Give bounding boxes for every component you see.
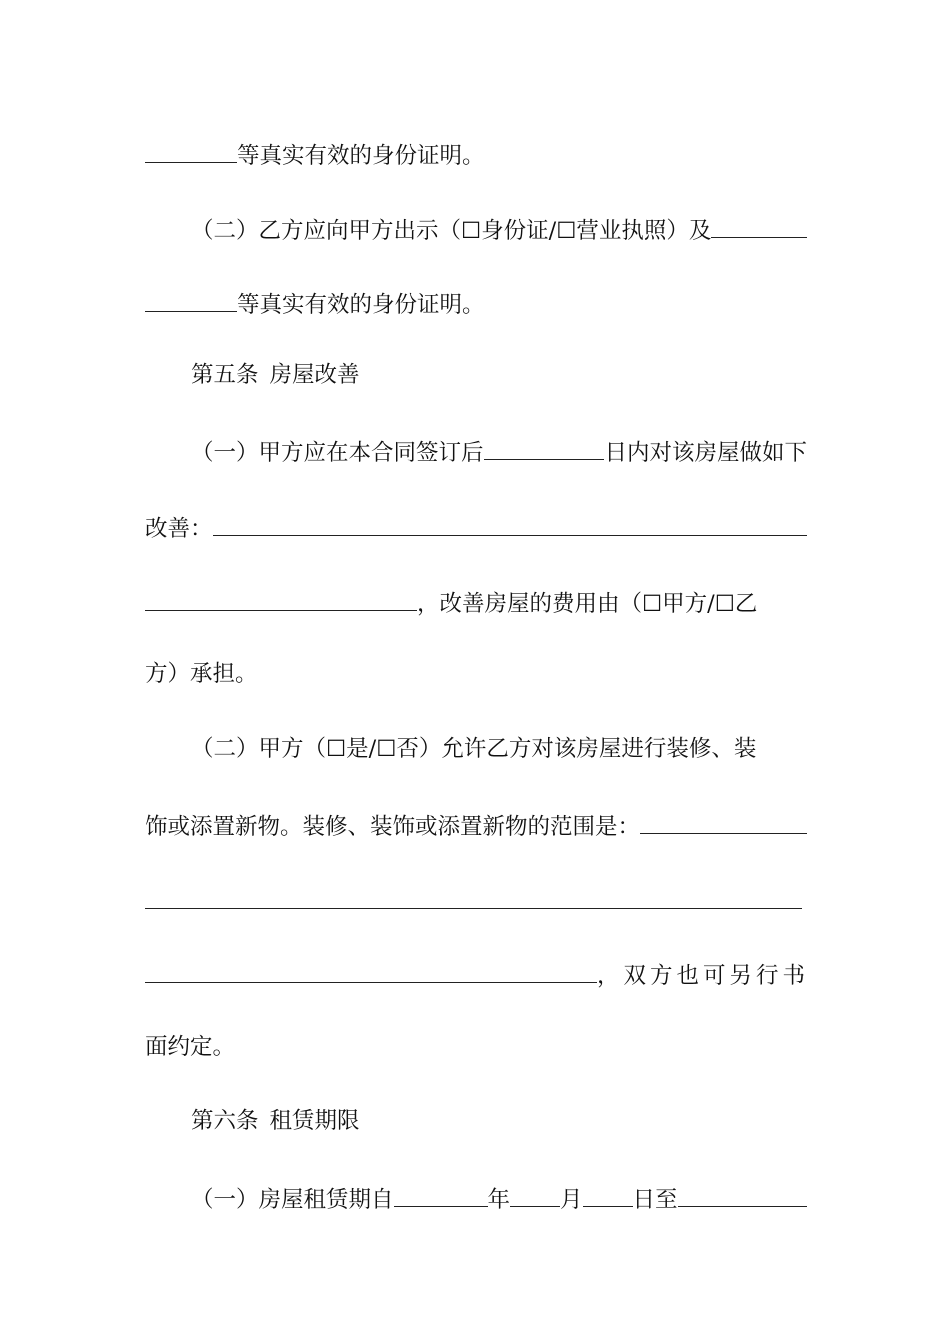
article-6-heading bbox=[145, 1101, 807, 1141]
text-line-6 bbox=[145, 505, 807, 545]
line-text: ，改善房屋的费用由（☐甲方/☐乙 bbox=[417, 591, 758, 617]
line-text: ，双方也可另行书 bbox=[597, 963, 810, 989]
line-text: 年 bbox=[487, 1187, 511, 1213]
line-text: （二）乙方应向甲方出示（☐身份证/☐营业执照）及 bbox=[191, 218, 712, 244]
line-text: 日至 bbox=[632, 1187, 678, 1213]
line-text: 等真实有效的身份证明。 bbox=[237, 292, 485, 318]
text-line-8 bbox=[145, 654, 807, 694]
fill-blank-year[interactable] bbox=[394, 1176, 488, 1207]
fill-blank[interactable] bbox=[145, 132, 237, 163]
fill-blank-day[interactable] bbox=[583, 1176, 633, 1207]
text-line-5 bbox=[145, 429, 807, 469]
fill-blank[interactable] bbox=[678, 1176, 807, 1207]
text-line-2 bbox=[145, 207, 807, 247]
fill-blank[interactable] bbox=[484, 429, 605, 460]
text-line-13 bbox=[145, 1027, 807, 1067]
text-line-11 bbox=[145, 878, 807, 918]
line-text: （一）甲方应在本合同签订后 bbox=[191, 440, 484, 466]
fill-blank-month[interactable] bbox=[510, 1176, 560, 1207]
fill-blank[interactable] bbox=[640, 803, 807, 834]
article-5-heading bbox=[145, 355, 807, 395]
text-line-12 bbox=[145, 952, 810, 992]
line-text: （二）甲方（☐是/☐否）允许乙方对该房屋进行装修、装 bbox=[191, 736, 757, 762]
line-text: （一）房屋租赁期自 bbox=[191, 1187, 394, 1213]
fill-blank[interactable] bbox=[145, 952, 597, 983]
fill-blank[interactable] bbox=[145, 878, 802, 909]
text-line-15 bbox=[145, 1176, 807, 1216]
text-line-7 bbox=[145, 580, 807, 620]
article-title: 租赁期限 bbox=[269, 1108, 360, 1134]
text-line-3 bbox=[145, 281, 807, 321]
line-text: 改善： bbox=[145, 516, 213, 542]
text-line-9 bbox=[145, 729, 807, 769]
article-title: 房屋改善 bbox=[269, 362, 360, 388]
line-text: 月 bbox=[560, 1187, 583, 1213]
line-text: 方）承担。 bbox=[145, 661, 258, 687]
text-line-1 bbox=[145, 132, 807, 172]
line-text: 等真实有效的身份证明。 bbox=[237, 143, 485, 169]
line-text: 日内对该房屋做如下 bbox=[604, 440, 807, 466]
line-text: 饰或添置新物。装修、装饰或添置新物的范围是： bbox=[145, 814, 641, 840]
text-line-10 bbox=[145, 803, 807, 843]
line-text: 面约定。 bbox=[145, 1034, 236, 1060]
fill-blank[interactable] bbox=[145, 281, 237, 312]
fill-blank[interactable] bbox=[711, 207, 807, 238]
article-number: 第五条 bbox=[191, 362, 259, 388]
fill-blank[interactable] bbox=[213, 505, 807, 536]
article-number: 第六条 bbox=[191, 1108, 259, 1134]
fill-blank[interactable] bbox=[145, 580, 417, 611]
